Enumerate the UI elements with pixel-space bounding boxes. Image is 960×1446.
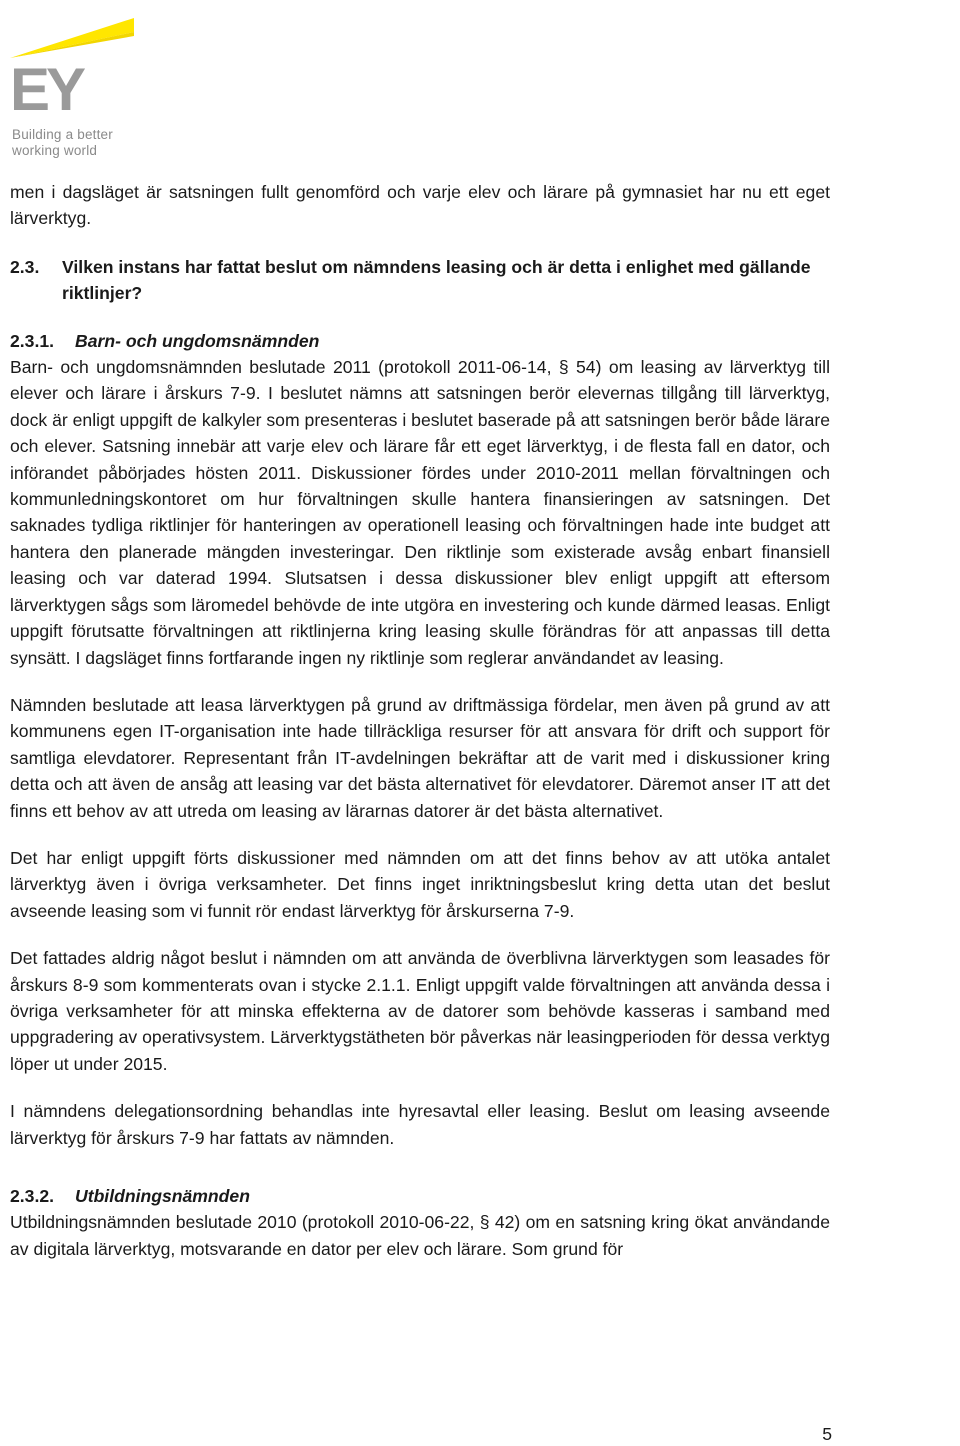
logo-tagline: Building a better working world <box>12 127 113 158</box>
paragraph-barn-1: Barn- och ungdomsnämnden beslutade 2011 (protokoll 2011-06-14, § 54) om leasing av lärverktyg till elever och lärare i årskurs 7-9. I beslutet nämns att satsningen berör elevernas tillgång till lärverktyg, dock är enligt uppgift de kalkyler som presenteras i beslutet baserade på att satsningen berör både lärare och elever. Satsning innebär att varje elev och lärare får ett eget lärverktyg, i de flesta fall en dator, och införandet påbörjades hösten 2011. Diskussioner fördes under 2010-2011 mellan förvaltningen och kommunledningskontoret om hur förvaltningen skulle hantera finansieringen av satsningen. Det saknades tydliga riktlinjer för hanteringen av operationell leasing och förvaltningen hade inte budget att hantera den planerade mängden investeringar. Den riktlinje som existerade avsåg enbart finansiell leasing och var daterad 1994. Slutsatsen i dessa diskussioner blev enligt uppgift att eftersom lärverktygen sågs som läromedel behövde de inte utgöra en investering och kunde därmed leasas. Enligt uppgift förutsatte förvaltningen att riktlinjerna kring leasing skulle förändras för att anpassas till detta synsätt. I dagsläget finns fortfarande ingen ny riktlinje som reglerar användandet av leasing. <box>10 357 830 668</box>
heading-text: Barn- och ungdomsnämnden <box>75 330 320 351</box>
paragraph-utb-1: Utbildningsnämnden beslutade 2010 (protokoll 2010-06-22, § 42) om en satsning kring ökat användande av digitala lärverktyg, motsvarande en dator per elev och lärare. Som grund för <box>10 1212 830 1259</box>
document-body <box>10 179 830 1262</box>
heading-number: 2.3. <box>10 256 40 277</box>
page-number: 5 <box>822 1424 832 1444</box>
logo-wordmark: EY <box>10 56 83 123</box>
heading-number: 2.3.2. <box>10 1186 55 1206</box>
section-heading-2-3-1 <box>10 328 830 354</box>
section-heading-2-3 <box>10 254 830 307</box>
paragraph-barn-2: Nämnden beslutade att leasa lärverktygen på grund av driftmässiga fördelar, men även på grund av att kommunens egen IT-organisation inte hade tillräckliga resurser för att ansvara för drift och support för samtliga elevdatorer. Representant från IT-avdelningen bekräftar att de varit med i diskussioner kring detta och att även de ansåg att leasing var det bästa alternativet för elevdatorer. Däremot anser IT att det finns ett behov av att utreda om leasing av lärarnas datorer är det bästa alternativet. <box>10 694 830 821</box>
paragraph-barn-4: Det fattades aldrig något beslut i nämnden om att använda de överblivna lärverktygen som leasades för årskurs 8-9 som kommenterats ovan i stycke 2.1.1. Enligt uppgift valde förvaltningen att använda dessa i övriga verksamheter för att minska effekterna av de datorer som behövde kasseras i samband med uppgradering av operativsystem. Lärverktygstätheten bör påverkas när leasingperioden för dessa verktyg löper ut under 2015. <box>10 948 830 1074</box>
section-heading-2-3-2 <box>10 1183 830 1209</box>
heading-text: Vilken instans har fattat beslut om nämndens leasing och är detta i enlighet med gällande riktlinjer? <box>62 256 811 304</box>
paragraph-intro: men i dagsläget är satsningen fullt genomförd och varje elev och lärare på gymnasiet har nu ett eget lärverktyg. <box>10 182 830 229</box>
heading-number: 2.3.1. <box>10 330 55 351</box>
paragraph-barn-5: I nämndens delegationsordning behandlas inte hyresavtal eller leasing. Beslut om leasing avseende lärverktyg för årskurs 7-9 har fattats av nämnden. <box>10 1101 830 1148</box>
paragraph-barn-3: Det har enligt uppgift förts diskussioner med nämnden om att det finns behov av att utöka antalet lärverktyg även i övriga verksamheter. Det finns inget inriktningsbeslut kring detta utan det beslut avseende leasing som vi funnit rör endast lärverktyg för årskurserna 7-9. <box>10 847 830 921</box>
heading-text: Utbildningsnämnden <box>75 1186 250 1206</box>
